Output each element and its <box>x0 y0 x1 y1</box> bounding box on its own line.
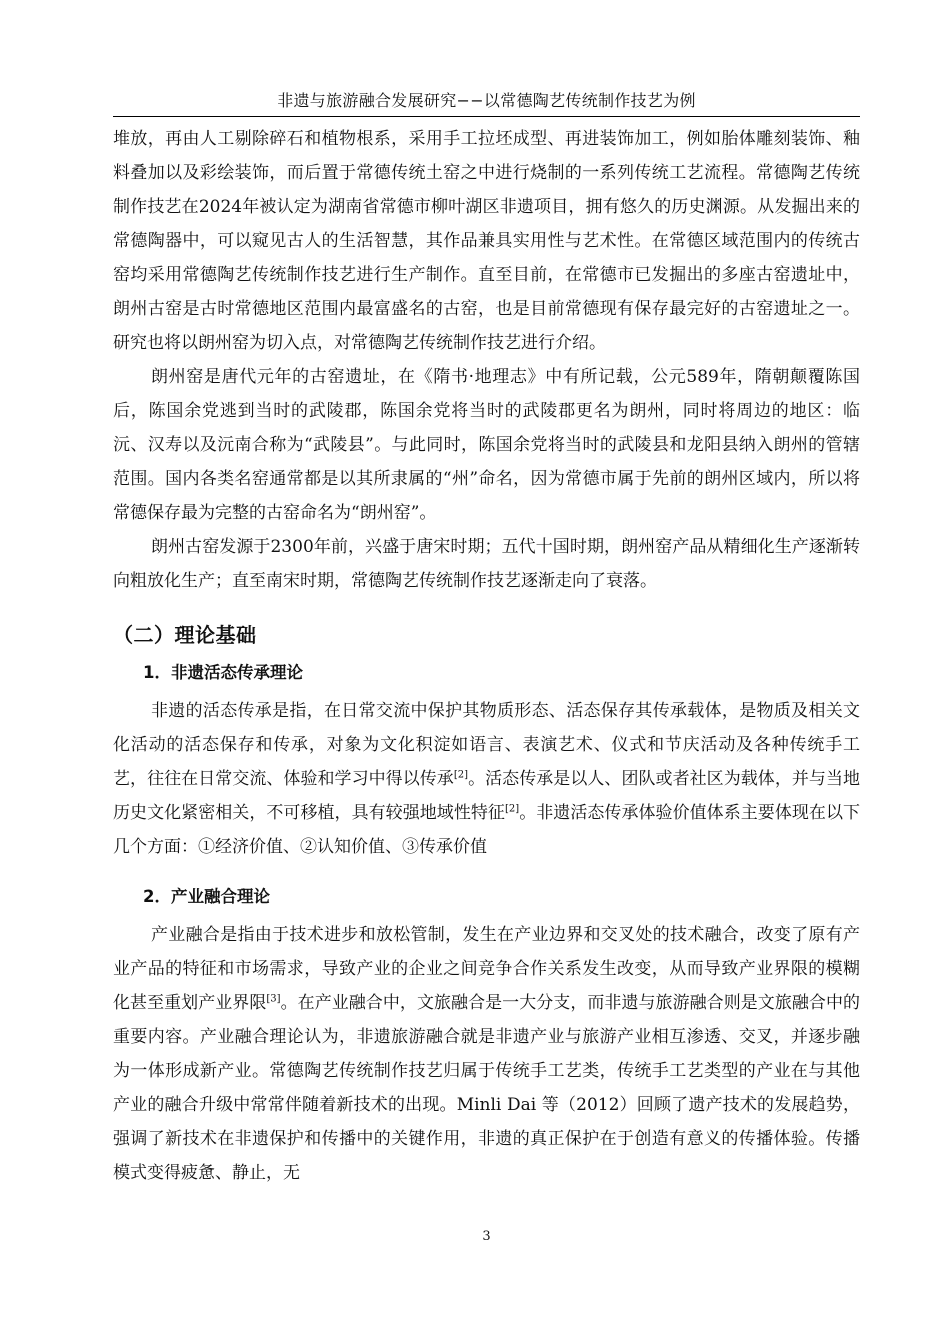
paragraph-langzhou-kiln-origin: 朗州古窑发源于2300年前，兴盛于唐宋时期；五代十国时期，朗州窑产品从精细化生产逐渐转向粗放化生产；直至南宋时期，常德陶艺传统制作技艺逐渐走向了衰落。 <box>113 537 860 591</box>
body-text <box>113 122 860 1190</box>
citation: [2] <box>453 769 469 781</box>
text-segment: 。非遗活态传承体验价值体系主要体现在以下几个方面：①经济价值、②认知价值、③传承价值 <box>113 803 861 857</box>
header-rule <box>113 116 860 117</box>
section-heading-theory: （二）理论基础 <box>113 623 257 647</box>
running-header: 非遗与旅游融合发展研究−−以常德陶艺传统制作技艺为例 <box>277 91 696 110</box>
subsection-heading-industry-fusion: 2．产业融合理论 <box>143 887 270 906</box>
text-segment: 。活态传承是以人、团队或者社区为载体，并与当地历史文化紧密相关，不可移植，具有较强地域性特征 <box>113 769 861 823</box>
paragraph-langzhou-kiln-history: 朗州窑是唐代元年的古窑遗址，在《隋书·地理志》中有所记载，公元589年，隋朝颠覆陈国后，陈国余党逃到当时的武陵郡，陈国余党将当时的武陵郡更名为朗州，同时将周边的地区：临沅、汉寿以及沅南合称为“武陵县”。与此同时，陈国余党将当时的武陵县和龙阳县纳入朗州的管辖范围。国内各类名窑通常都是以其所隶属的“州”命名，因为常德市属于先前的朗州区域内，所以将常德保存最为完整的古窑命名为“朗州窑”。 <box>113 367 860 523</box>
text-segment: 非遗的活态传承是指，在日常交流中保护其物质形态、活态保存其传承载体，是物质及相关文化活动的活态保存和传承，对象为文化积淀如语言、表演艺术、仪式和节庆活动及各种传统手工艺，往往在日常交流、体验和学习中得以传承 <box>113 701 860 789</box>
text-segment: 。在产业融合中，文旅融合是一大分支，而非遗与旅游融合则是文旅融合中的重要内容。产业融合理论认为，非遗旅游融合就是非遗产业与旅游产业相互渗透、交叉，并逐步融为一体形成新产业。常德陶艺传统制作技艺归属于传统手工艺类，传统手工艺类型的产业在与其他产业的融合升级中常常伴随着新技术的出现。Minli Dai 等（2012）回顾了遗产技术的发展趋势，强调了新技术在非遗保护和传播中的关键作用，非遗的真正保护在于创造有意义的传播体验。传播模式变得疲惫、静止，无 <box>113 993 861 1183</box>
text-segment: 产业融合是指由于技术进步和放松管制，发生在产业边界和交叉处的技术融合，改变了原有产业产品的特征和市场需求，导致产业的企业之间竞争合作关系发生改变，从而导致产业界限的模糊化甚至重划产业界限 <box>113 925 860 1013</box>
paragraph-continued: 堆放，再由人工剔除碎石和植物根系，采用手工拉坯成型、再进装饰加工，例如胎体雕刻装饰、釉料叠加以及彩绘装饰，而后置于常德传统土窑之中进行烧制的一系列传统工艺流程。常德陶艺传统制作技艺在2024年被认定为湖南省常德市柳叶湖区非遗项目，拥有悠久的历史渊源。从发掘出来的常德陶器中，可以窥见古人的生活智慧，其作品兼具实用性与艺术性。在常德区域范围内的传统古窑均采用常德陶艺传统制作技艺进行生产制作。直至目前，在常德市已发掘出的多座古窑遗址中，朗州古窑是古时常德地区范围内最富盛名的古窑，也是目前常德现有保存最完好的古窑遗址之一。研究也将以朗州窑为切入点，对常德陶艺传统制作技艺进行介绍。 <box>113 129 860 353</box>
subsection-heading-living-heritage: 1．非遗活态传承理论 <box>143 663 303 682</box>
citation: [2] <box>504 803 520 815</box>
citation: [3] <box>266 993 281 1005</box>
page-number: 3 <box>482 1229 491 1244</box>
paragraph-industry-fusion <box>113 918 860 1190</box>
paragraph-living-heritage <box>113 694 860 864</box>
